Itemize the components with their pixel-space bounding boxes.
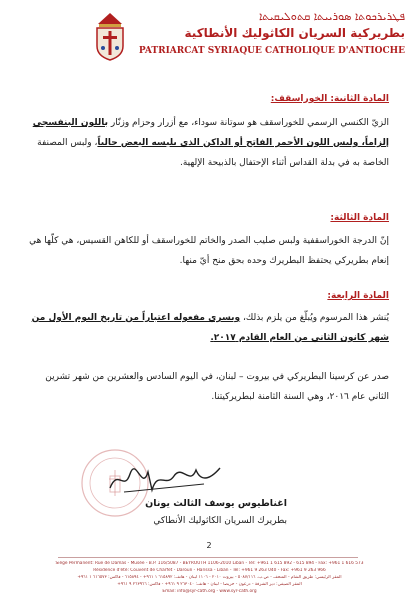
footer-email-website: Email: info@syr-cath.org - www.syr-cath.org: [162, 589, 257, 594]
header-arabic-title: بطريركية السريان الكاثوليك الأنطاكية: [184, 26, 405, 40]
header-french-title: PATRIARCAT SYRIAQUE CATHOLIQUE D'ANTIOCHE: [138, 46, 405, 56]
handwritten-signature: [104, 462, 224, 498]
article-2-heading: المادة الثانية: الخوراسقف:: [270, 94, 389, 104]
article-4-heading: المادة الرابعة:: [327, 291, 389, 301]
article-3-text: إنّ الدرجة الخوراسقفية ولبس صليب الصدر والخاتم للخوراسقف أو للكاهن القسيس، هي كلّها هي إنعام بطريركي يحتفظ البطريرك وحده بحق منح أيّ منها.: [29, 236, 389, 266]
article-2-text: الزيّ الكنسي الرسمي للخوراسقف هو سوتانة سوداء، مع أزرار وحزام وزنّار باللون البنفسجي إلزاماً، وليس اللون الأحمر الفاتح أو الداكن الذي يلبسه البعض حالياً، ولبس المصنفة الخاصة به في بدلة القداس أثناء الإحتفال بالذبيحة الإلهية.: [32, 118, 389, 168]
header-syriac-title: ܦܛܪܝܪܟܘܬܐ ܣܘܪܝܝܬܐ ܩܬܘܠܝܩܝܬܐ: [259, 10, 405, 23]
signatory-name: اغناطيوس يوسف الثالث يونان: [145, 498, 287, 509]
patriarchate-coat-of-arms-logo: [92, 12, 128, 62]
closing-statement: صدر عن كرسينا البطريركي في بيروت – لبنان، في اليوم السادس والعشرين من شهر تشرين الثاني عام ٢٠١٦، وهي السنة الثامنة لبطريركيتنا.: [45, 372, 389, 402]
footer-divider: [58, 557, 358, 558]
footer-address-ar-summer: المقر الصيفي: دير الشرفة - درعون - حريصا - لبنان - هاتف: ٢٦٣٠٤٠ ٩ ٩٦١+ - فاكس: ٢٦٣٩٦٦ ٩ ٩٦١+: [117, 582, 302, 587]
page-number: 2: [206, 541, 212, 550]
footer-address-fr-summer: Résidence d'été: Couvent de Charfet - Daroun - Harissa - Liban - Tél: +961 9 263 040 - Fax: +961 9 263 966: [93, 568, 326, 573]
article-3-heading: المادة الثالثة:: [330, 213, 389, 223]
article-4-text: يُنشر هذا المرسوم ويُبلّغ من يلزم بذلك، ويسري مفعوله اعتباراً من تاريخ اليوم الأول من شهر كانون الثاني من العام القادم ٢٠١٧.: [31, 313, 389, 343]
signatory-title: بطريرك السريان الكاثوليك الأنطاكي: [153, 516, 287, 526]
footer-address-fr-main: Siège Permanent: Rue de Damas - Musée - B.P. 116/5087 - BEYROUTH 1106-2010 Liban - Tél: +961 1 615 892 - 615 894 - Fax: +961 1 616 573: [55, 561, 364, 566]
footer-address-ar-main: المقر الرئيسي: طريق الشام - المتحف - ص.ب. ٥٠٨٧/١١٦ - بيروت ٢٠١٠ - ١١٠٦ لبنان - هاتف: ٦١٥٨٩٢ ١ ٩٦١+ - ٦١٥٨٩٤ - فاكس: ٦١٦٥٧٣ ١ ٩٦١+: [77, 575, 342, 580]
